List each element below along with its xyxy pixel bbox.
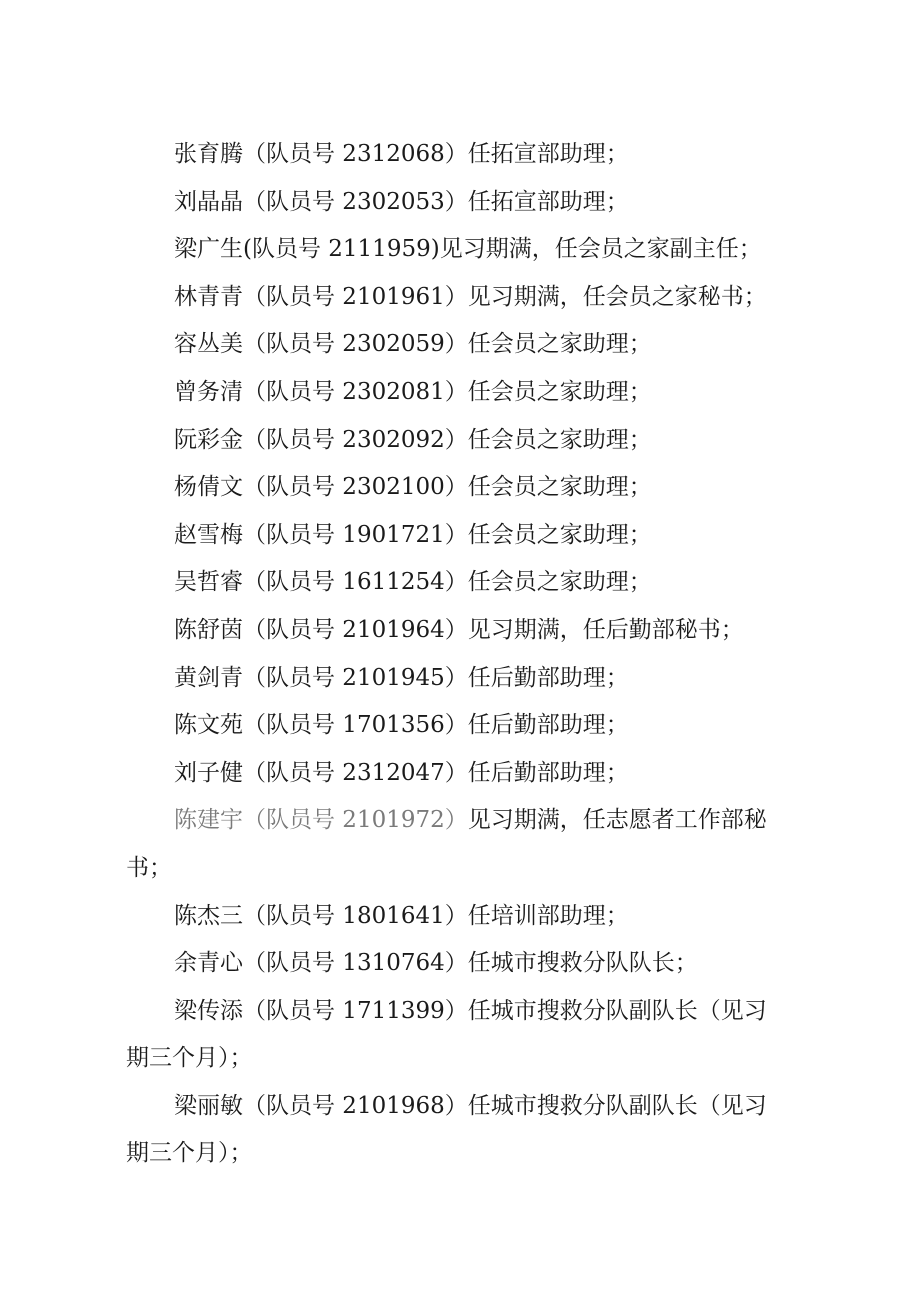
entry-role: 任会员之家助理； xyxy=(467,426,652,453)
entry-id-part: （队员号 2302081） xyxy=(243,378,468,405)
entry-name: 杨倩文 xyxy=(174,474,243,501)
entry-id-part: (队员号 2111959) xyxy=(243,236,440,263)
entry-id-part: （队员号 2302053） xyxy=(243,188,468,215)
entry-role: 任会员之家助理； xyxy=(467,521,652,548)
entry-id-part: （队员号 2302092） xyxy=(243,426,468,453)
entry-role: 任会员之家助理； xyxy=(467,569,652,596)
entry-name: 陈杰三 xyxy=(174,902,243,929)
entry-id-part: （队员号 2101945） xyxy=(243,664,468,691)
faded-name-id: 陈建宇（队员号 2101972） xyxy=(174,807,468,834)
entry-line xyxy=(126,226,786,274)
entry-name: 刘子健 xyxy=(174,759,243,786)
entry-line xyxy=(126,559,786,607)
entry-name: 林青青 xyxy=(174,283,243,310)
entry-line: 梁丽敏（队员号 2101968）任城市搜救分队副队长（见习 xyxy=(174,1092,767,1119)
entry-line xyxy=(126,655,786,703)
entry-role: 见习期满，任会员之家秘书； xyxy=(467,283,767,310)
entry-line xyxy=(126,750,786,798)
entry-id-part: （队员号 2302100） xyxy=(243,474,468,501)
entry-name: 余青心 xyxy=(174,950,243,977)
entry-id-part: （队员号 1611254） xyxy=(243,569,468,596)
entry-name: 吴哲睿 xyxy=(174,569,243,596)
entries-group xyxy=(126,131,786,797)
entry-line xyxy=(126,369,786,417)
continuation-line: 书； xyxy=(126,854,172,881)
entry-name: 张育腾 xyxy=(174,141,243,167)
entry-name: 陈文苑 xyxy=(174,712,243,739)
entry-name: 容丛美 xyxy=(174,331,243,358)
entry-role: 任后勤部助理； xyxy=(467,712,629,739)
entry-id-part: （队员号 2101961） xyxy=(243,283,468,310)
entry-line xyxy=(126,893,786,941)
entry-id-part: （队员号 1901721） xyxy=(243,521,468,548)
entry-id-part: （队员号 2302059） xyxy=(243,331,468,358)
entry-name: 黄剑青 xyxy=(174,664,243,691)
entry-id-part: （队员号 1801641） xyxy=(243,902,468,929)
entry-role: 任培训部助理； xyxy=(467,902,629,929)
entry-line xyxy=(126,131,786,179)
entry-name: 赵雪梅 xyxy=(174,521,243,548)
entry-id-part: （队员号 1310764） xyxy=(243,950,468,977)
entry-line: 梁传添（队员号 1711399）任城市搜救分队副队长（见习 xyxy=(174,997,767,1024)
entry-line xyxy=(126,274,786,322)
entries-after-group xyxy=(126,893,786,988)
entry-line xyxy=(126,512,786,560)
entry-id-part: （队员号 2312047） xyxy=(243,759,468,786)
entry-role: 任会员之家助理； xyxy=(467,331,652,358)
entry-name: 曾务清 xyxy=(174,378,243,405)
entry-role: 任城市搜救分队队长； xyxy=(467,950,698,977)
entry-name: 陈舒茵 xyxy=(174,616,243,643)
entry-id-part: （队员号 2101964） xyxy=(243,616,468,643)
appointment-list xyxy=(126,131,786,1178)
entry-name: 刘晶晶 xyxy=(174,188,243,215)
entry-line xyxy=(126,702,786,750)
entry-role: 任后勤部助理； xyxy=(467,664,629,691)
entry-role: 任会员之家助理； xyxy=(467,378,652,405)
wrapped-entry-liang-chuantian xyxy=(126,988,786,1083)
entry-line xyxy=(126,179,786,227)
entry-line xyxy=(126,417,786,465)
entry-role: 任会员之家助理； xyxy=(467,474,652,501)
entry-name: 梁广生 xyxy=(174,236,243,263)
entry-line xyxy=(126,464,786,512)
continuation-line: 期三个月）； xyxy=(126,1140,253,1167)
entry-line xyxy=(126,321,786,369)
entry-line xyxy=(126,940,786,988)
entry-line xyxy=(126,607,786,655)
entry-id-part: （队员号 2312068） xyxy=(243,141,468,167)
entry-role: 任拓宣部助理； xyxy=(467,188,629,215)
continuation-line: 期三个月）； xyxy=(126,1045,253,1072)
entry-role: 任后勤部助理； xyxy=(467,759,629,786)
wrapped-entry-chen-jianyu xyxy=(126,797,786,892)
entry-name: 阮彩金 xyxy=(174,426,243,453)
entry-role: 任拓宣部助理； xyxy=(467,141,629,167)
entry-id-part: （队员号 1701356） xyxy=(243,712,468,739)
role-text: 见习期满，任志愿者工作部秘 xyxy=(467,807,767,834)
entry-role: 见习期满，任后勤部秘书； xyxy=(467,616,744,643)
entry-role: 见习期满，任会员之家副主任； xyxy=(439,236,762,263)
wrapped-entry-liang-limin xyxy=(126,1083,786,1178)
